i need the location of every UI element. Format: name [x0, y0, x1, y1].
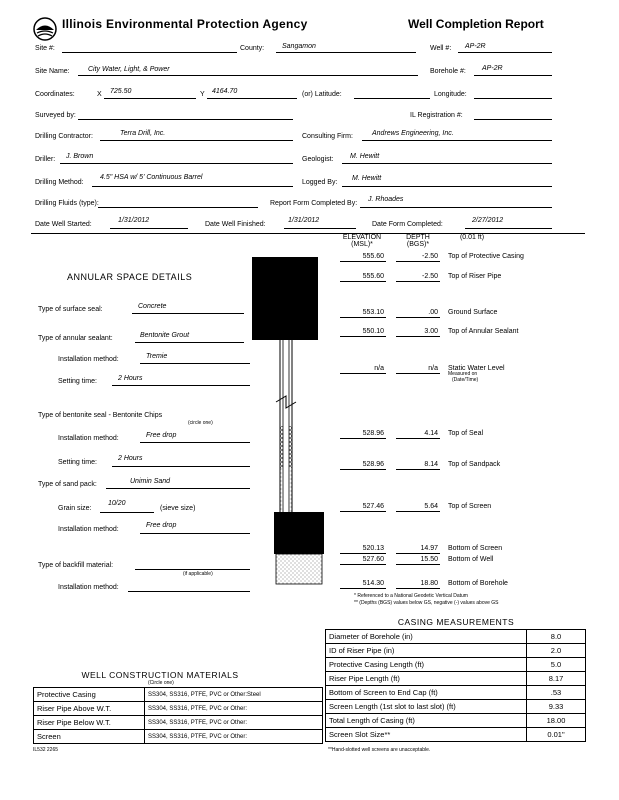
casing-value[interactable]: .53	[527, 686, 586, 700]
depth-value: 8.14	[424, 461, 438, 468]
surface-seal-label: Type of surface seal:	[38, 306, 103, 313]
casing-label: Diameter of Borehole (in)	[326, 630, 527, 644]
installation-method-label-1: Installation method:	[58, 356, 119, 363]
casing-row	[326, 714, 586, 728]
drilling-method-field[interactable]	[92, 186, 293, 187]
casing-value[interactable]: 2.0	[527, 644, 586, 658]
borehole-field[interactable]	[474, 75, 552, 76]
installation-method-field-1[interactable]	[140, 363, 250, 364]
depth-field[interactable]	[396, 588, 440, 589]
depth-value: -2.50	[422, 253, 438, 260]
elevation-value: 553.10	[362, 309, 384, 316]
casing-label: ID of Riser Pipe (in)	[326, 644, 527, 658]
elevation-value: 555.60	[362, 273, 384, 280]
county-label: County:	[240, 45, 265, 52]
elevation-value: 550.10	[362, 328, 384, 335]
materials-options[interactable]: SS304, SS316, PTFE, PVC or Other:	[145, 716, 323, 730]
bentonite-seal-hatch	[280, 426, 292, 468]
date-finished-field[interactable]	[284, 228, 356, 229]
drilling-method-value: 4.5" HSA w/ 5' Continuous Barrel	[100, 174, 203, 181]
date-started-value: 1/31/2012	[118, 217, 150, 224]
materials-label: Protective Casing	[34, 688, 145, 702]
elevation-value: 520.13	[362, 545, 384, 552]
depth-field[interactable]	[396, 438, 440, 439]
setting-time-label-1: Setting time:	[58, 378, 97, 385]
date-finished-label: Date Well Finished:	[205, 221, 266, 228]
level-label: Bottom of Borehole	[448, 580, 508, 587]
casing-footnote: **Hand-slotted well screens are unacceptable.	[328, 747, 431, 753]
setting-time-label-2: Setting time:	[58, 459, 97, 466]
bentonite-seal-label: Type of bentonite seal - Bentonite Chips	[38, 412, 163, 419]
depth-value: 4.14	[424, 430, 438, 437]
y-label: Y	[200, 91, 205, 98]
casing-row	[326, 658, 586, 672]
casing-row	[326, 630, 586, 644]
sandpack-fill	[280, 468, 292, 512]
depth-value: -2.50	[422, 273, 438, 280]
il-reg-field[interactable]	[474, 119, 552, 120]
installation-method-field-3[interactable]	[140, 533, 250, 534]
level-label: Top of Annular Sealant	[448, 328, 519, 335]
casing-label: Screen Slot Size**	[326, 728, 527, 742]
level-label: Top of Protective Casing	[448, 253, 524, 260]
drilling-contractor-label: Drilling Contractor:	[35, 133, 93, 140]
logged-by-value: M. Hewitt	[352, 175, 382, 182]
site-name-field[interactable]	[78, 75, 418, 76]
report-by-field[interactable]	[360, 207, 552, 208]
depth-value: 3.00	[424, 328, 438, 335]
consulting-value: Andrews Engineering, Inc.	[372, 130, 454, 137]
coords-label: Coordinates:	[35, 91, 75, 98]
elevation-field[interactable]	[340, 553, 386, 554]
installation-method-value-3: Free drop	[146, 522, 177, 529]
casing-row	[326, 686, 586, 700]
well-no-field[interactable]	[458, 52, 552, 53]
annular-space-title: ANNULAR SPACE DETAILS	[67, 272, 193, 282]
depth-field[interactable]	[396, 336, 440, 337]
elevation-header: ELEVATION	[342, 234, 382, 241]
depth-field[interactable]	[396, 511, 440, 512]
surface-seal-field[interactable]	[132, 313, 244, 314]
elevation-field[interactable]	[340, 261, 386, 262]
geologist-label: Geologist:	[302, 156, 334, 163]
materials-row	[34, 688, 323, 702]
installation-method-field-4[interactable]	[128, 591, 250, 592]
casing-row	[326, 644, 586, 658]
casing-row	[326, 728, 586, 742]
site-name-value: City Water, Light, & Power	[88, 66, 170, 73]
latitude-field[interactable]	[354, 98, 430, 99]
elevation-value: 527.46	[362, 503, 384, 510]
materials-label: Screen	[34, 730, 145, 744]
level-label: Top of Sandpack	[448, 461, 501, 468]
county-field[interactable]	[276, 52, 416, 53]
materials-row	[34, 730, 323, 744]
casing-value[interactable]: 5.0	[527, 658, 586, 672]
depth-field[interactable]	[396, 317, 440, 318]
elevation-field[interactable]	[340, 438, 386, 439]
installation-method-label-4: Installation method:	[58, 584, 119, 591]
report-title: Well Completion Report	[408, 17, 544, 31]
installation-method-label-3: Installation method:	[58, 526, 119, 533]
date-started-field[interactable]	[110, 228, 188, 229]
logged-by-label: Logged By:	[302, 179, 338, 186]
driller-field[interactable]	[60, 163, 293, 164]
setting-time-field-1[interactable]	[112, 385, 250, 386]
protective-casing-block	[252, 257, 318, 340]
agency-title: Illinois Environmental Protection Agency	[62, 17, 308, 31]
date-finished-value: 1/31/2012	[288, 217, 320, 224]
materials-options[interactable]: SS304, SS316, PTFE, PVC or Other:	[145, 730, 323, 744]
elevation-value: 527.60	[362, 556, 384, 563]
longitude-label: Longitude:	[434, 91, 467, 98]
x-label: X	[97, 91, 102, 98]
annular-sealant-value: Bentonite Grout	[140, 332, 190, 339]
grain-size-label: Grain size:	[58, 505, 92, 512]
setting-time-value-2: 2 Hours	[118, 455, 143, 462]
well-diagram	[250, 250, 340, 605]
depth-field[interactable]	[396, 261, 440, 262]
level-label: Bottom of Screen	[448, 545, 503, 552]
date-completed-field[interactable]	[465, 228, 552, 229]
materials-options[interactable]: SS304, SS316, PTFE, PVC or Other:	[145, 702, 323, 716]
depth-value: 18.80	[420, 580, 438, 587]
break-symbol	[276, 396, 296, 408]
materials-label: Riser Pipe Below W.T.	[34, 716, 145, 730]
swl-date-time: (Date/Time)	[452, 377, 479, 383]
materials-row	[34, 716, 323, 730]
footnote-depths: ** (Depths (BGS) values below GS, negative (-) values above GS	[354, 600, 499, 606]
units-header: (0.01 ft)	[459, 234, 485, 241]
elevation-field[interactable]	[340, 373, 386, 374]
elevation-value: 555.60	[362, 253, 384, 260]
elevation-value: 528.96	[362, 430, 384, 437]
drilling-contractor-field[interactable]	[100, 140, 293, 141]
county-value: Sangamon	[282, 43, 316, 50]
depth-value: 14.97	[420, 545, 438, 552]
consulting-label: Consulting Firm:	[302, 133, 353, 140]
materials-table	[33, 687, 323, 744]
sand-pack-value: Unimin Sand	[130, 478, 171, 485]
sand-pack-field[interactable]	[106, 488, 250, 489]
casing-measurements-table	[325, 629, 586, 742]
casing-row	[326, 700, 586, 714]
casing-label: Protective Casing Length (ft)	[326, 658, 527, 672]
geologist-value: M. Hewitt	[350, 153, 380, 160]
drilling-contractor-value: Terra Drill, Inc.	[120, 130, 166, 137]
sieve-size-label: (sieve size)	[160, 505, 196, 512]
well-no-value: AP-2R	[465, 43, 486, 50]
level-label: Top of Screen	[448, 503, 492, 510]
level-label: Ground Surface	[448, 309, 498, 316]
depth-field[interactable]	[396, 373, 440, 374]
casing-label: Screen Length (1st slot to last slot) (ft)	[326, 700, 527, 714]
elevation-field[interactable]	[340, 588, 386, 589]
y-field[interactable]	[207, 98, 297, 99]
riser-pipe	[283, 340, 289, 512]
swl-measured-on: Measured on	[448, 371, 478, 377]
elevation-field[interactable]	[340, 336, 386, 337]
backfill-if-applicable: (if applicable)	[183, 571, 213, 577]
setting-time-value-1: 2 Hours	[118, 375, 143, 382]
form-id: IL532 2265	[33, 747, 59, 753]
driller-label: Driller:	[35, 156, 56, 163]
backfill-label: Type of backfill material:	[38, 562, 114, 569]
bentonite-circle-one: (circle one)	[188, 420, 213, 426]
level-label: Bottom of Well	[448, 556, 494, 563]
date-completed-label: Date Form Completed:	[372, 221, 443, 228]
casing-value[interactable]: 9.33	[527, 700, 586, 714]
casing-label: Bottom of Screen to End Cap (ft)	[326, 686, 527, 700]
borehole-label: Borehole #:	[430, 68, 466, 75]
footnote-datum: * Referenced to a National Geodetic Vertical Datum	[354, 593, 468, 599]
depth-value: 5.64	[424, 503, 438, 510]
borehole-bottom-sand	[276, 554, 322, 584]
level-label: Static Water Level	[448, 365, 505, 372]
depth-value: .00	[428, 309, 438, 316]
elevation-value: 514.30	[362, 580, 384, 587]
casing-value[interactable]: 18.00	[527, 714, 586, 728]
well-construction-title: WELL CONSTRUCTION MATERIALS	[81, 670, 239, 680]
grain-size-value: 10/20	[108, 500, 126, 507]
depth-value: 15.50	[420, 556, 438, 563]
depth-field[interactable]	[396, 469, 440, 470]
materials-circle-one: (Circle one)	[148, 680, 174, 686]
driller-value: J. Brown	[66, 153, 94, 160]
depth-field[interactable]	[396, 564, 440, 565]
longitude-field[interactable]	[474, 98, 552, 99]
annular-sealant-field[interactable]	[135, 342, 244, 343]
grain-size-field[interactable]	[100, 512, 154, 513]
surveyed-field[interactable]	[78, 119, 293, 120]
casing-measurements-title: CASING MEASUREMENTS	[397, 617, 515, 627]
bgs-header: (BGS)*	[406, 241, 430, 248]
drilling-fluids-field[interactable]	[98, 207, 258, 208]
consulting-field[interactable]	[362, 140, 552, 141]
level-label: Top of Seal	[448, 430, 484, 437]
elevation-field[interactable]	[340, 511, 386, 512]
elevation-value: 528.96	[362, 461, 384, 468]
casing-label: Total Length of Casing (ft)	[326, 714, 527, 728]
date-started-label: Date Well Started:	[35, 221, 92, 228]
casing-value[interactable]: 8.17	[527, 672, 586, 686]
logged-by-field[interactable]	[342, 186, 552, 187]
screen-block	[274, 512, 324, 554]
borehole-value: AP-2R	[482, 65, 503, 72]
installation-method-value-2: Free drop	[146, 432, 177, 439]
casing-row	[326, 672, 586, 686]
well-no-label: Well #:	[430, 45, 452, 52]
setting-time-field-2[interactable]	[112, 466, 250, 467]
annular-sealant-label: Type of annular sealant:	[38, 335, 113, 342]
msl-header: (MSL)*	[351, 241, 373, 248]
y-value: 4164.70	[212, 88, 238, 95]
elevation-field[interactable]	[340, 317, 386, 318]
header-divider	[31, 233, 585, 234]
casing-value[interactable]: 8.0	[527, 630, 586, 644]
geologist-field[interactable]	[342, 163, 552, 164]
depth-field[interactable]	[396, 553, 440, 554]
site-name-label: Site Name:	[35, 68, 70, 75]
drilling-method-label: Drilling Method:	[35, 179, 84, 186]
installation-method-field-2[interactable]	[140, 442, 250, 443]
agency-logo-icon	[33, 17, 57, 41]
surveyed-label: Surveyed by:	[35, 112, 76, 119]
sand-pack-label: Type of sand pack:	[38, 481, 97, 488]
depth-value: n/a	[428, 365, 438, 372]
materials-row	[34, 702, 323, 716]
elevation-field[interactable]	[340, 469, 386, 470]
depth-field[interactable]	[396, 281, 440, 282]
il-reg-label: IL Registration #:	[410, 112, 463, 119]
materials-options[interactable]: SS304, SS316, PTFE, PVC or Other:Steel	[145, 688, 323, 702]
level-label: Top of Riser Pipe	[448, 273, 502, 280]
materials-label: Riser Pipe Above W.T.	[34, 702, 145, 716]
casing-value[interactable]: 0.01"	[527, 728, 586, 742]
casing-label: Riser Pipe Length (ft)	[326, 672, 527, 686]
backfill-field[interactable]	[135, 569, 250, 570]
depth-header: DEPTH	[406, 234, 430, 241]
installation-method-value-1: Tremie	[146, 353, 168, 360]
latitude-label: (or) Latitude:	[302, 91, 342, 98]
site-no-label: Site #:	[35, 45, 55, 52]
surface-seal-value: Concrete	[138, 303, 167, 310]
elevation-value: n/a	[374, 365, 384, 372]
report-by-label: Report Form Completed By:	[270, 200, 358, 207]
x-value: 725.50	[110, 88, 132, 95]
report-by-value: J. Rhoades	[368, 196, 404, 203]
drilling-fluids-label: Drilling Fluids (type):	[35, 200, 99, 207]
elevation-field[interactable]	[340, 564, 386, 565]
x-field[interactable]	[104, 98, 196, 99]
date-completed-value: 2/27/2012	[472, 217, 504, 224]
elevation-field[interactable]	[340, 281, 386, 282]
site-no-field[interactable]	[62, 52, 237, 53]
installation-method-label-2: Installation method:	[58, 435, 119, 442]
